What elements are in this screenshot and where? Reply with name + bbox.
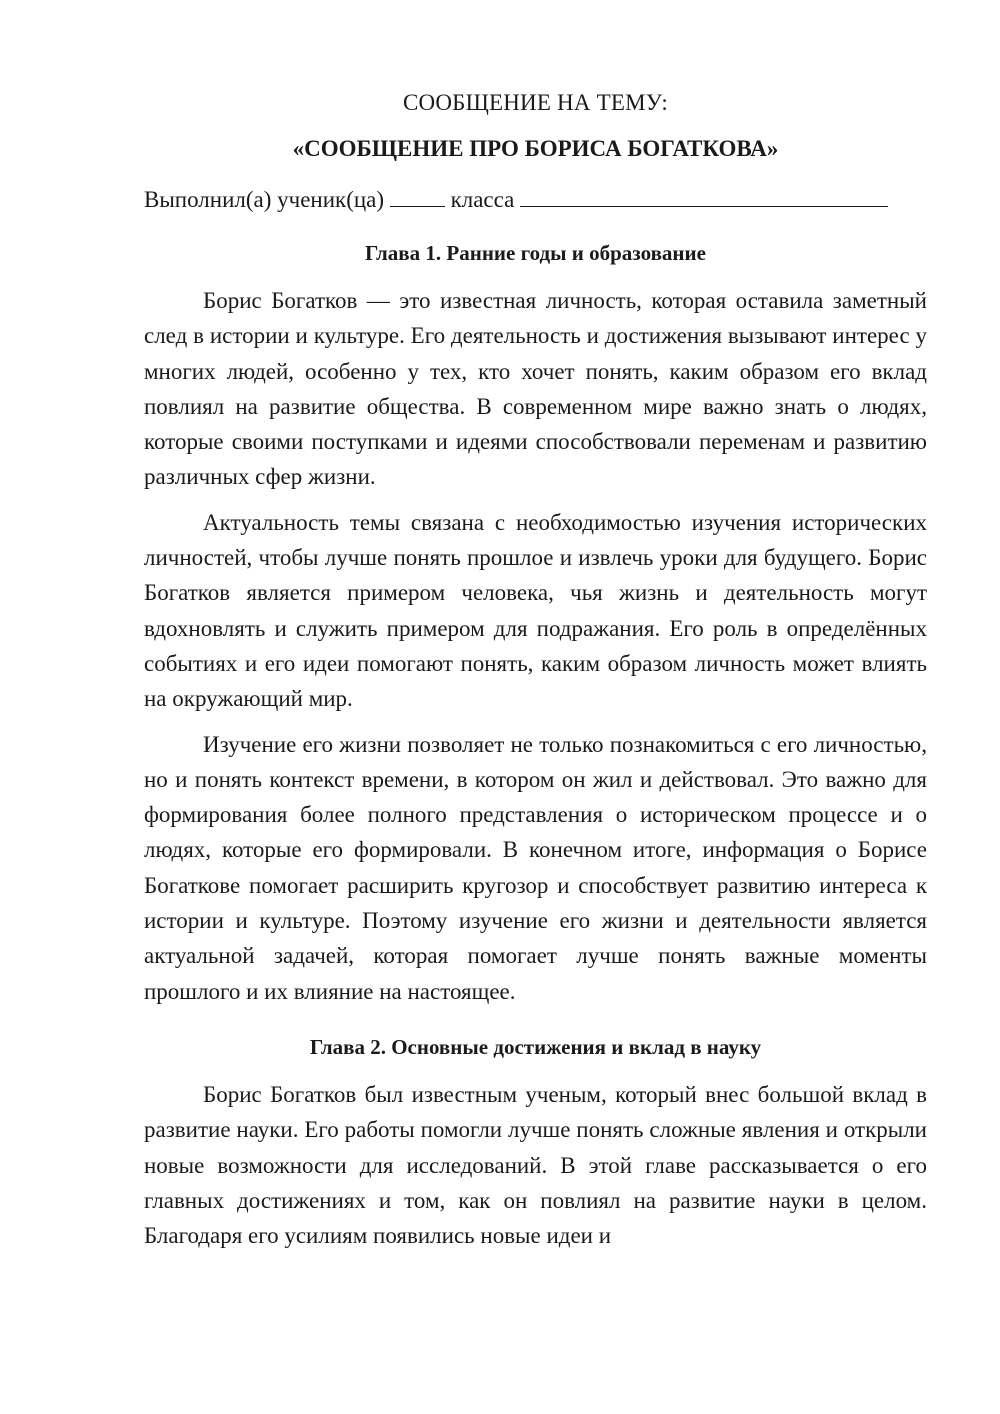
chapter-1-heading: Глава 1. Ранние годы и образование xyxy=(365,241,706,265)
class-label: класса xyxy=(450,187,515,212)
chapter-2 xyxy=(144,1033,927,1253)
document-title-main: «СООБЩЕНИЕ ПРО БОРИСА БОГАТКОВА» xyxy=(292,136,779,161)
chapter-1-paragraph-1: Борис Богатков — это известная личность, которая оставила заметный след в истории и культуре. Его деятельность и достижения вызывают интерес у многих людей, особенно у тех, кто хочет понять, каким образом его вклад повлиял на развитие общества. В современном мире важно знать о людях, которые своими поступками и идеями способствовали переменам и развитию различных сфер жизни. xyxy=(144,288,927,490)
author-label: Выполнил(а) ученик(ца) xyxy=(144,187,385,212)
grade-blank xyxy=(390,184,445,207)
chapter-2-heading: Глава 2. Основные достижения и вклад в науку xyxy=(309,1034,762,1059)
document-page xyxy=(144,88,927,1253)
class-name-blank xyxy=(520,184,888,207)
document-title-topic: СООБЩЕНИЕ НА ТЕМУ: xyxy=(403,90,668,115)
author-line xyxy=(144,184,927,215)
chapter-1-paragraph-2: Актуальность темы связана с необходимостью изучения исторических личностей, чтобы лучше понять прошлое и извлечь уроки для будущего. Борис Богатков является примером человека, чья жизнь и деятельность могут вдохновлять и служить примером для подражания. Его роль в определённых событиях и его идеи помогают понять, каким образом личность может влиять на окружающий мир. xyxy=(144,509,927,712)
chapter-1-paragraph-3: Изучение его жизни позволяет не только познакомиться с его личностью, но и понять контекст времени, в котором он жил и действовал. Это важно для формирования более полного представления о историческом процессе и о людях, которые его формировали. В конечном итоге, информация о Борисе Богаткове помогает расширить кругозор и способствует развитию интереса к истории и культуре. Поэтому изучение его жизни и деятельности является актуальной задачей, которая помогает лучше понять важные моменты прошлого и их влияние на настоящее. xyxy=(144,731,927,1004)
chapter-2-paragraph-1: Борис Богатков был известным ученым, который внес большой вклад в развитие науки. Его работы помогли лучше понять сложные явления и открыли новые возможности для исследований. В этой главе рассказывается о его главных достижениях и том, как он повлиял на развитие науки в целом. Благодаря его усилиям появились новые идеи и xyxy=(144,1081,927,1249)
chapter-1 xyxy=(144,239,927,1009)
